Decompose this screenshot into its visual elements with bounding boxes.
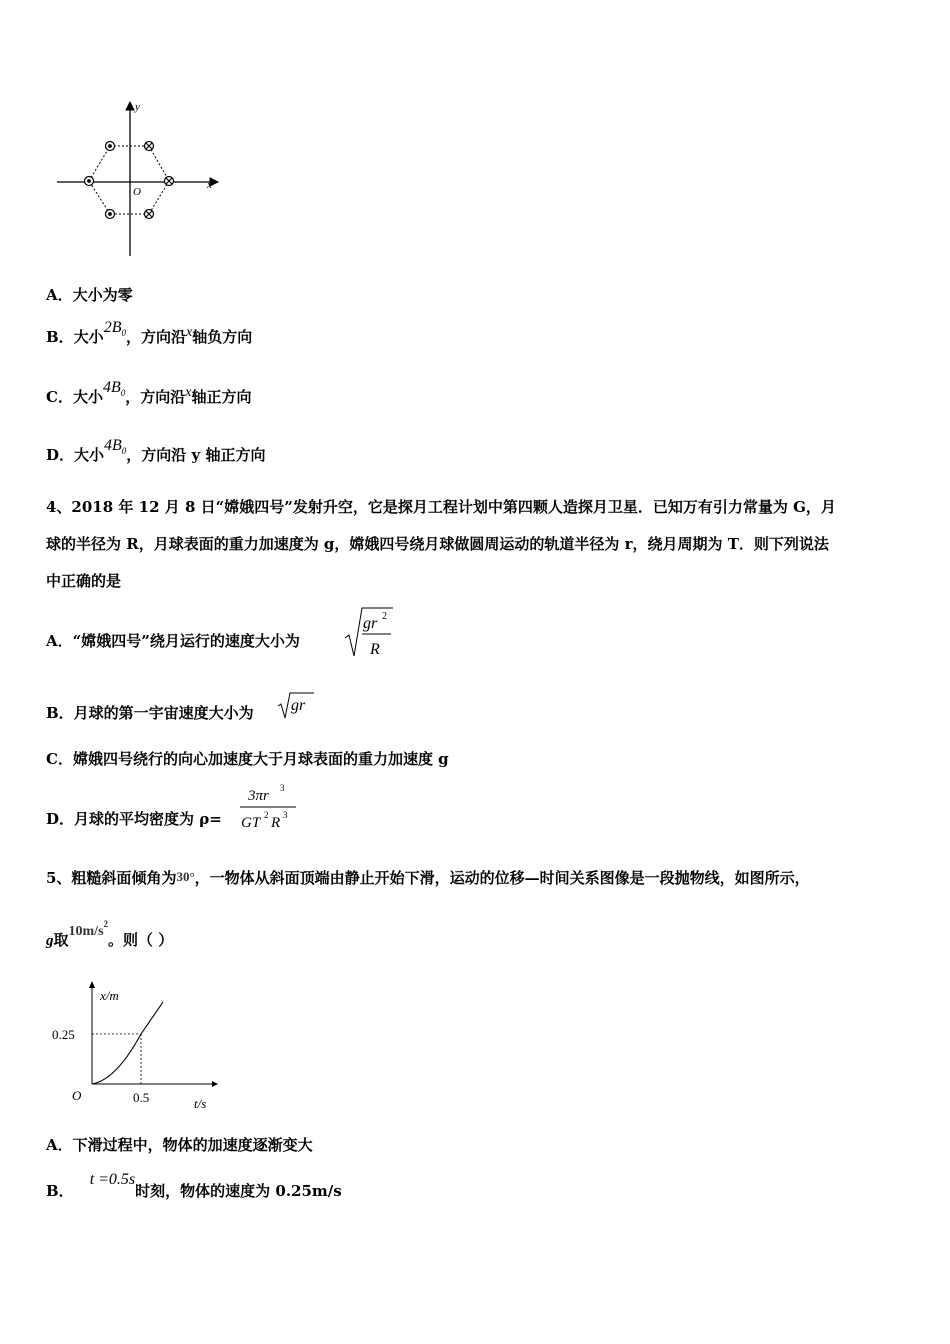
graph-x-tick: 0.5 bbox=[133, 1090, 150, 1105]
hexagon-dotted bbox=[89, 146, 169, 214]
b-radicand: gr bbox=[291, 697, 306, 714]
x-axis-label: x bbox=[207, 179, 212, 191]
q4-stem-line1: 4、2018 年 12 月 8 日“嫦娥四号”发射升空，它是探月工程计划中第四颗人造探月卫星．已知万有引力常量为 G，月 bbox=[46, 498, 836, 516]
q3-option-b: B．大小$2B_0$，方向沿x轴负方向 bbox=[46, 319, 253, 346]
q5-stem-line2: g取$10m/s^2$。则（ ） bbox=[46, 919, 174, 949]
origin-label: O bbox=[133, 186, 141, 198]
q5-stem-line1: 5、粗糙斜面倾角为30°，一物体从斜面顶端由静止开始下滑，运动的位移—时间关系图像是一段抛物线，如图所示， bbox=[46, 869, 810, 887]
xt-graph-figure bbox=[46, 978, 226, 1118]
wire-hexagon-figure bbox=[52, 98, 222, 260]
q4-b-formula bbox=[276, 690, 316, 720]
graph-y-arrow bbox=[89, 981, 95, 988]
graph-curve bbox=[92, 1002, 163, 1084]
q4-d-formula bbox=[238, 782, 300, 834]
a-numerator: gr bbox=[363, 615, 378, 632]
q5-option-a: A．下滑过程中，物体的加速度逐渐变大 bbox=[46, 1136, 313, 1154]
graph-y-label: x/m bbox=[100, 988, 119, 1003]
q4-option-a: A．“嫦娥四号”绕月运行的速度大小为 bbox=[46, 632, 300, 650]
d-numerator-power: 3 bbox=[280, 783, 285, 793]
graph-y-tick: 0.25 bbox=[52, 1027, 75, 1042]
d-denominator-power-2: 3 bbox=[283, 810, 288, 820]
graph-x-arrow bbox=[212, 1081, 218, 1087]
q5-option-b: B．t =0.5s时刻，物体的速度为 0.25m/s bbox=[46, 1171, 342, 1200]
q4-option-b: B．月球的第一宇宙速度大小为 bbox=[46, 704, 254, 722]
d-denominator-r: R bbox=[271, 815, 281, 831]
graph-x-label: t/s bbox=[194, 1096, 207, 1111]
y-axis-arrow bbox=[126, 102, 134, 110]
q4-stem-line3: 中正确的是 bbox=[46, 572, 122, 590]
q3-option-a: A．大小为零 bbox=[46, 286, 133, 304]
y-axis-label: y bbox=[135, 101, 140, 113]
q4-stem-line2: 球的半径为 R，月球表面的重力加速度为 g，嫦娥四号绕月球做圆周运动的轨道半径为 r，绕月周期为 T．则下列说法 bbox=[46, 535, 829, 553]
q3-option-d: D．大小$4B_0$，方向沿 y 轴正方向 bbox=[46, 437, 266, 464]
graph-origin: O bbox=[72, 1088, 82, 1103]
wire-dot-out bbox=[85, 142, 115, 219]
q4-a-formula bbox=[343, 604, 395, 662]
a-denominator: R bbox=[370, 641, 380, 658]
wire-cross-in bbox=[145, 142, 174, 219]
d-denominator-gt: GT bbox=[241, 815, 261, 831]
d-denominator-power-1: 2 bbox=[264, 810, 269, 820]
d-numerator: 3πr bbox=[248, 788, 269, 804]
a-numerator-power: 2 bbox=[382, 611, 387, 622]
q4-option-d: D．月球的平均密度为 ρ= bbox=[46, 810, 222, 828]
q3-option-c: C．大小$4B_0$，方向沿x轴正方向 bbox=[46, 379, 252, 406]
q4-option-c: C．嫦娥四号绕行的向心加速度大于月球表面的重力加速度 g bbox=[46, 750, 449, 768]
